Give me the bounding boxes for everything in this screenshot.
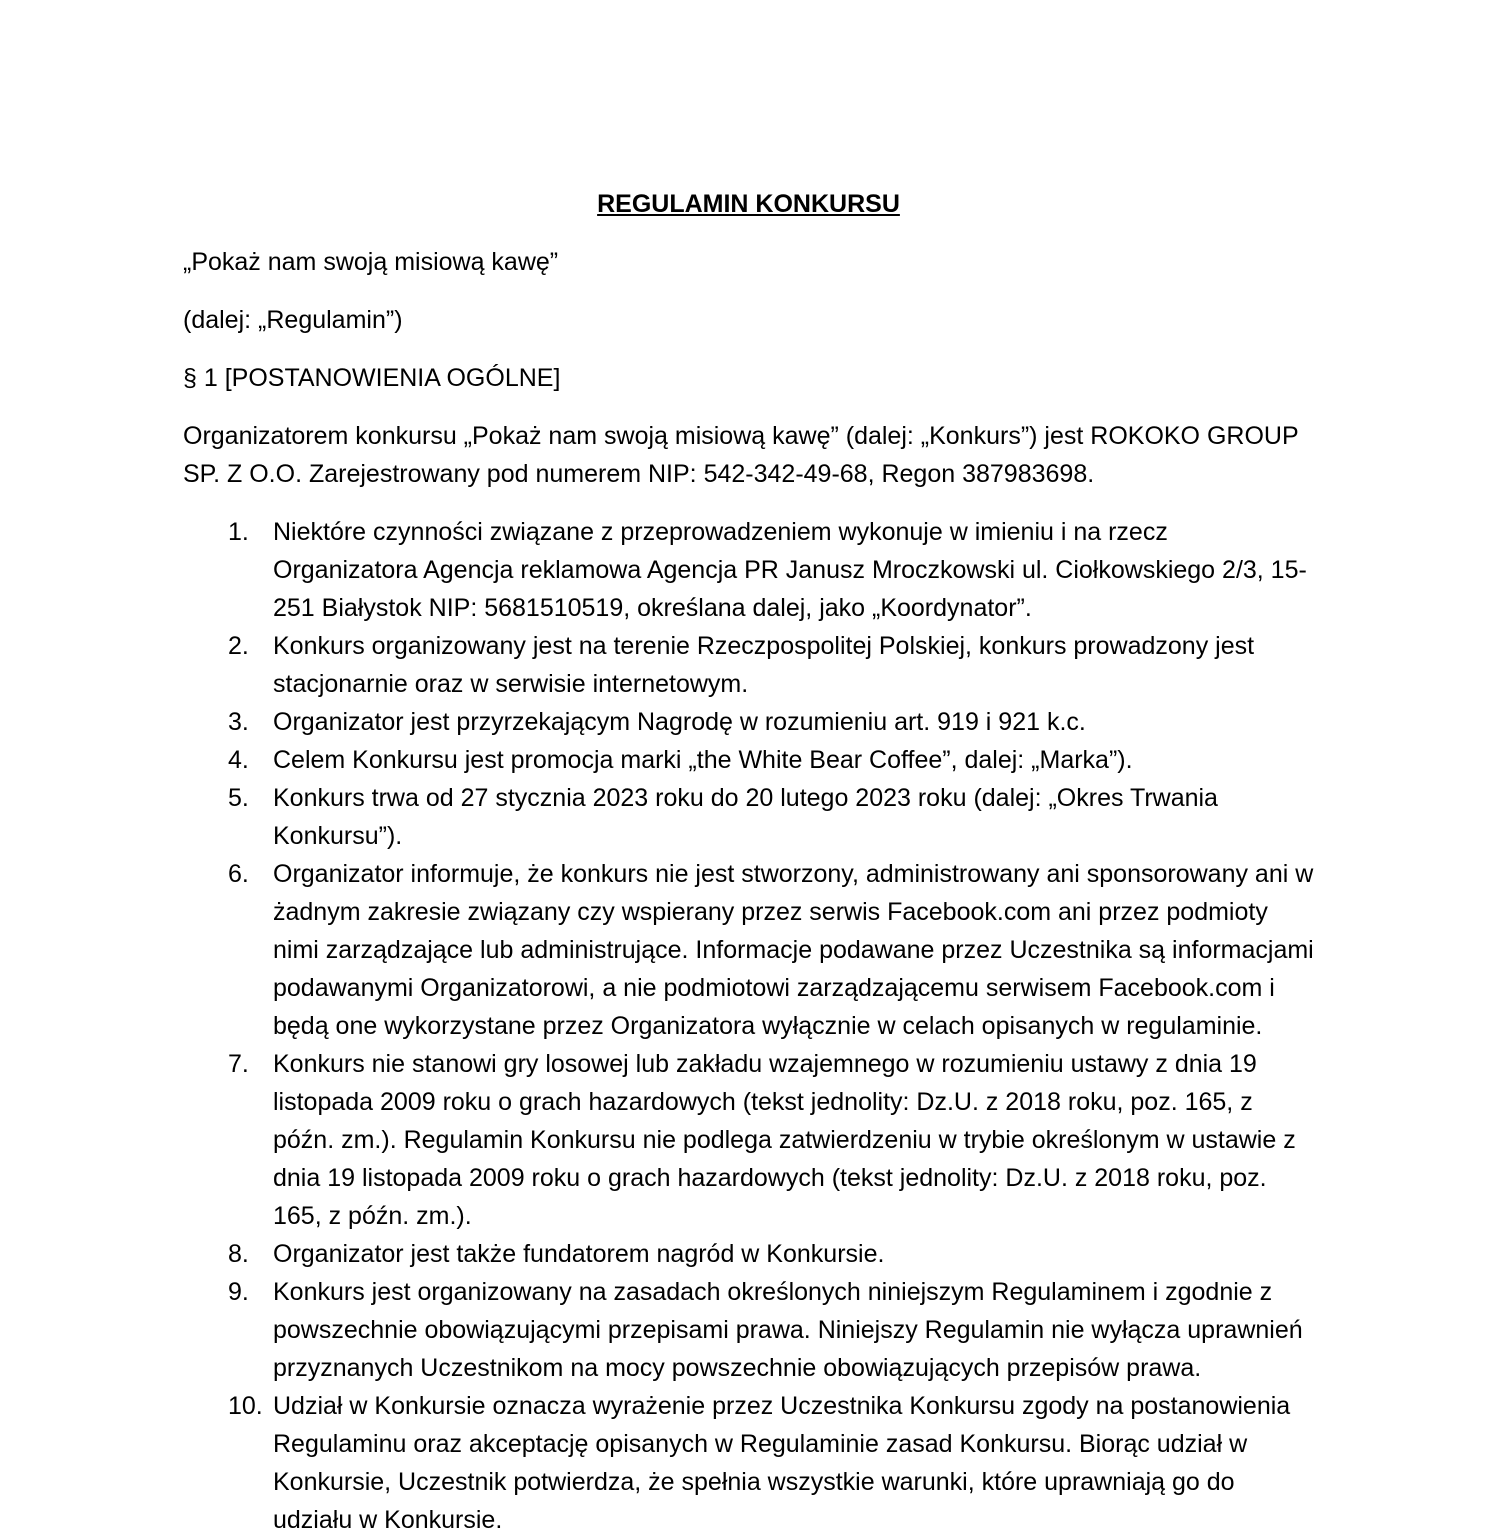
list-item bbox=[183, 627, 1314, 703]
list-item-number: 8. bbox=[228, 1240, 249, 1268]
list-item bbox=[183, 855, 1314, 1045]
list-item-text: Udział w Konkursie oznacza wyrażenie przez Uczestnika Konkursu zgody na postanowienia Regulaminu oraz akceptację opisanych w Regulaminie zasad Konkursu. Biorąc udział w Konkursie, Uczestnik potwierdza, że spełnia wszystkie warunki, które uprawniają go do udziału w Konkursie. bbox=[273, 1392, 1291, 1534]
list-item bbox=[183, 1235, 1314, 1273]
list-item-text: Konkurs organizowany jest na terenie Rzeczpospolitej Polskiej, konkurs prowadzony jest stacjonarnie oraz w serwisie internetowym. bbox=[273, 632, 1255, 698]
list-item-number: 4. bbox=[228, 746, 249, 774]
list-item-number: 10. bbox=[228, 1392, 263, 1420]
list-item-text: Celem Konkursu jest promocja marki „the White Bear Coffee”, dalej: „Marka”). bbox=[273, 746, 1133, 774]
general-provisions-list bbox=[183, 513, 1314, 1539]
list-item-number: 1. bbox=[228, 518, 249, 546]
list-item bbox=[183, 703, 1314, 741]
document-title: REGULAMIN KONKURSU bbox=[597, 190, 900, 218]
list-item-text: Organizator informuje, że konkurs nie jest stworzony, administrowany ani sponsorowany ani w żadnym zakresie związany czy wspierany przez serwis Facebook.com ani przez podmioty nimi zarządzające lub administrujące. Informacje podawane przez Uczestnika są informacjami podawanymi Organizatorowi, a nie podmiotowi zarządzającemu serwisem Facebook.com i będą one wykorzystane przez Organizatora wyłącznie w celach opisanych w regulaminie. bbox=[273, 860, 1314, 1040]
list-item bbox=[183, 779, 1314, 855]
list-item-text: Organizator jest przyrzekającym Nagrodę w rozumieniu art. 919 i 921 k.c. bbox=[273, 708, 1086, 736]
list-item bbox=[183, 1387, 1314, 1539]
list-item-number: 7. bbox=[228, 1050, 249, 1078]
document-alias-line: (dalej: „Regulamin”) bbox=[183, 306, 403, 334]
list-item-number: 3. bbox=[228, 708, 249, 736]
section-heading: § 1 [POSTANOWIENIA OGÓLNE] bbox=[183, 364, 561, 392]
list-item bbox=[183, 1273, 1314, 1387]
list-item-text: Organizator jest także fundatorem nagród w Konkursie. bbox=[273, 1240, 885, 1268]
list-item bbox=[183, 741, 1314, 779]
document-subtitle: „Pokaż nam swoją misiową kawę” bbox=[183, 248, 559, 276]
list-item-number: 5. bbox=[228, 784, 249, 812]
list-item bbox=[183, 1045, 1314, 1235]
list-item-text: Konkurs trwa od 27 stycznia 2023 roku do 20 lutego 2023 roku (dalej: „Okres Trwania Konkursu”). bbox=[273, 784, 1218, 850]
intro-paragraph: Organizatorem konkursu „Pokaż nam swoją misiową kawę” (dalej: „Konkurs”) jest ROKOKO GROUP SP. Z O.O. Zarejestrowany pod numerem NIP: 542-342-49-68, Regon 387983698. bbox=[183, 422, 1299, 488]
list-item-text: Niektóre czynności związane z przeprowadzeniem wykonuje w imieniu i na rzecz Organizatora Agencja reklamowa Agencja PR Janusz Mroczkowski ul. Ciołkowskiego 2/3, 15-251 Białystok NIP: 5681510519, określana dalej, jako „Koordynator”. bbox=[273, 518, 1307, 622]
list-item bbox=[183, 513, 1314, 627]
list-item-number: 9. bbox=[228, 1278, 249, 1306]
list-item-number: 2. bbox=[228, 632, 249, 660]
list-item-number: 6. bbox=[228, 860, 249, 888]
list-item-text: Konkurs jest organizowany na zasadach określonych niniejszym Regulaminem i zgodnie z powszechnie obowiązującymi przepisami prawa. Niniejszy Regulamin nie wyłącza uprawnień przyznanych Uczestnikom na mocy powszechnie obowiązujących przepisów prawa. bbox=[273, 1278, 1303, 1382]
list-item-text: Konkurs nie stanowi gry losowej lub zakładu wzajemnego w rozumieniu ustawy z dnia 19 listopada 2009 roku o grach hazardowych (tekst jednolity: Dz.U. z 2018 roku, poz. 165, z późn. zm.). Regulamin Konkursu nie podlega zatwierdzeniu w trybie określonym w ustawie z dnia 19 listopada 2009 roku o grach hazardowych (tekst jednolity: Dz.U. z 2018 roku, poz. 165, z późn. zm.). bbox=[273, 1050, 1296, 1230]
